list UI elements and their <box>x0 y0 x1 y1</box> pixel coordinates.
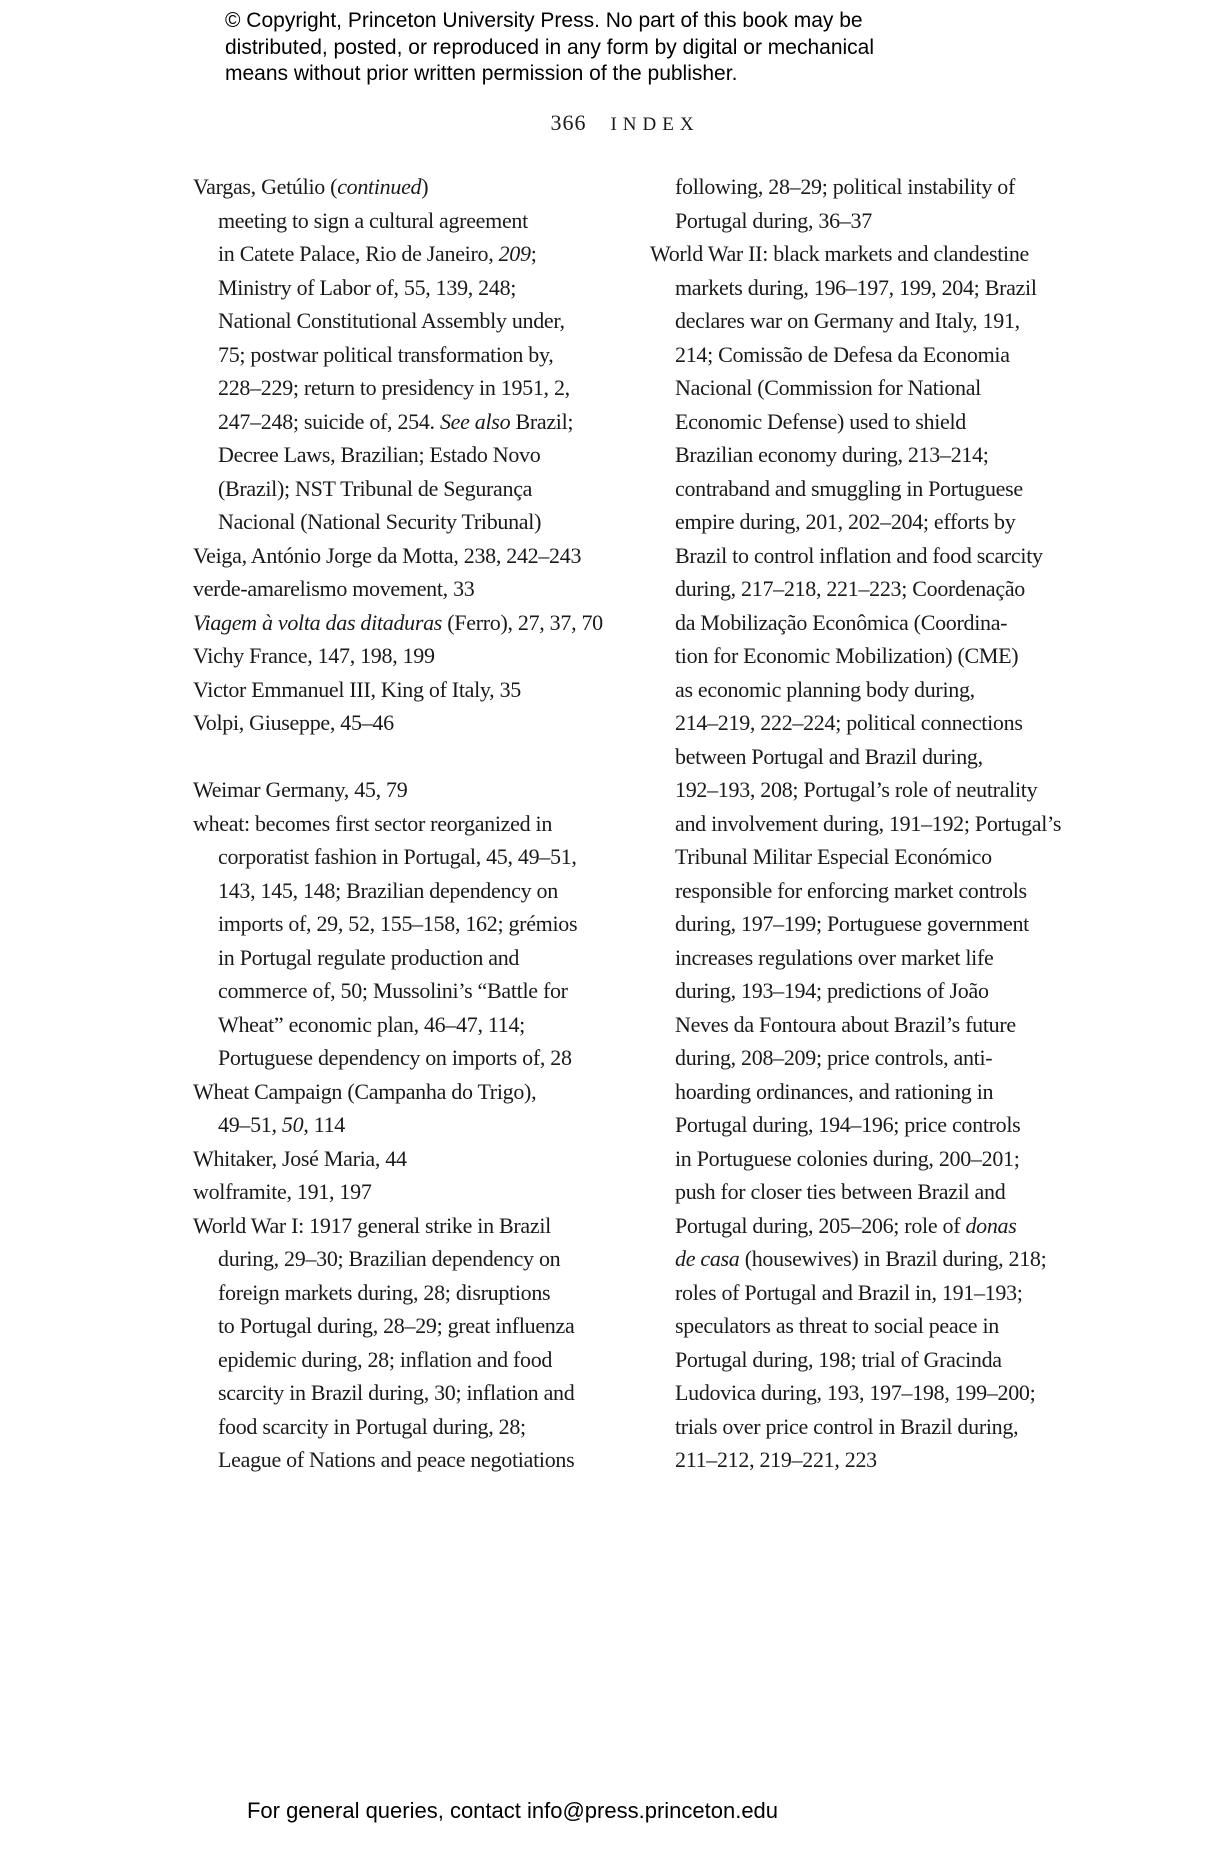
index-line <box>650 1075 1062 1109</box>
index-line <box>193 338 603 372</box>
index-line-segment: verde-amarelismo movement, 33 <box>193 576 475 601</box>
index-line-segment: hoarding ordinances, and rationing in <box>675 1078 994 1104</box>
index-line <box>650 1343 1062 1377</box>
index-line-segment: 192–193, 208; Portugal’s role of neutrality <box>675 777 1038 802</box>
index-line <box>193 1209 603 1243</box>
page-footer <box>0 1798 1025 1824</box>
index-line <box>193 773 603 807</box>
index-line-segment: in Catete Palace, Rio de Janeiro, <box>218 241 499 266</box>
index-line-segment: increases regulations over market life <box>675 944 994 970</box>
index-line-segment: to Portugal during, 28–29; great influenza <box>218 1313 575 1338</box>
index-line <box>650 974 1062 1008</box>
index-line-segment: Ludovica during, 193, 197–198, 199–200; <box>675 1380 1036 1405</box>
index-line-segment: scarcity in Brazil during, 30; inflation and <box>218 1380 575 1405</box>
index-line-segment: corporatist fashion in Portugal, 45, 49–51, <box>218 844 577 869</box>
index-line-segment: World War I: 1917 general strike in Brazil <box>193 1212 551 1238</box>
index-line-segment: imports of, 29, 52, 155–158, 162; grémios <box>218 911 578 936</box>
page-header <box>0 110 1225 136</box>
index-line-segment: Tribunal Militar Especial Económico <box>675 844 992 869</box>
index-line <box>650 773 1062 807</box>
index-line-segment: Nacional (Commission for National <box>675 375 981 400</box>
index-line <box>193 539 603 573</box>
index-line-italic-segment: Viagem à volta das ditaduras <box>193 609 443 635</box>
index-line <box>650 1175 1062 1209</box>
index-line <box>193 907 603 941</box>
index-line <box>193 271 603 305</box>
index-line-segment: as economic planning body during, <box>675 676 975 702</box>
index-line-segment: during, 29–30; Brazilian dependency on <box>218 1246 561 1271</box>
index-line <box>193 572 603 606</box>
index-line <box>650 1108 1062 1142</box>
copyright-notice <box>225 8 874 88</box>
index-line-segment: and involvement during, 191–192; Portugal’s <box>675 810 1062 836</box>
index-line <box>193 371 603 405</box>
index-line-segment: 211–212, 219–221, 223 <box>675 1447 877 1472</box>
index-line-segment: 49–51, <box>218 1112 282 1137</box>
index-line <box>650 907 1062 941</box>
index-line-segment: ) <box>421 174 429 199</box>
index-line <box>193 505 603 539</box>
index-line <box>650 706 1062 740</box>
index-line-segment: 75; postwar political transformation by, <box>218 341 554 367</box>
index-line <box>650 1142 1062 1176</box>
index-line-italic-segment: de casa <box>675 1246 740 1271</box>
index-line-segment: , 114 <box>303 1112 345 1137</box>
index-line <box>193 170 603 204</box>
index-left-column <box>193 170 603 1477</box>
index-line-segment: League of Nations and peace negotiations <box>218 1447 575 1472</box>
index-line <box>193 639 603 673</box>
index-line-segment: declares war on Germany and Italy, 191, <box>675 308 1020 333</box>
index-line-segment: in Portuguese colonies during, 200–201; <box>675 1145 1020 1171</box>
index-line <box>650 405 1062 439</box>
index-line <box>650 1041 1062 1075</box>
index-line-segment: Portuguese dependency on imports of, 28 <box>218 1045 572 1070</box>
index-line <box>650 1242 1062 1276</box>
index-line-segment: during, 208–209; price controls, anti- <box>675 1045 993 1070</box>
index-line <box>650 1276 1062 1310</box>
copyright-line-2: distributed, posted, or reproduced in any form by digital or mechanical <box>225 35 875 59</box>
index-line-segment: Weimar Germany, 45, 79 <box>193 777 408 802</box>
index-line-segment: empire during, 201, 202–204; efforts by <box>675 509 1016 534</box>
index-line-segment: 214–219, 222–224; political connections <box>675 710 1023 735</box>
index-line-segment: Brazil; <box>510 408 574 434</box>
index-line-segment: responsible for enforcing market controls <box>675 877 1027 903</box>
index-line <box>650 1309 1062 1343</box>
index-line <box>650 1209 1062 1243</box>
index-line <box>193 1276 603 1310</box>
footer-text: For general queries, contact info@press.princeton.edu <box>246 1798 779 1823</box>
index-line <box>193 304 603 338</box>
index-line <box>650 840 1062 874</box>
index-line <box>193 1108 603 1142</box>
index-line-segment: push for closer ties between Brazil and <box>675 1179 1006 1204</box>
index-line-segment: World War II: black markets and clandestine <box>650 241 1030 266</box>
index-line-italic-segment: 50 <box>281 1112 304 1137</box>
index-line <box>193 807 603 841</box>
index-line-segment: Economic Defense) used to shield <box>675 408 966 434</box>
index-line-segment: Volpi, Giuseppe, 45–46 <box>193 710 394 735</box>
index-line-segment: Portugal during, 205–206; role of <box>675 1212 966 1238</box>
index-line <box>650 170 1062 204</box>
index-line-segment: tion for Economic Mobilization) (CME) <box>675 643 1019 668</box>
index-line <box>193 1008 603 1042</box>
index-line-segment: National Constitutional Assembly under, <box>218 308 565 333</box>
index-line-segment: 247–248; suicide of, 254. <box>218 408 440 434</box>
index-line <box>193 1175 603 1209</box>
index-line <box>650 639 1062 673</box>
index-line <box>193 237 603 271</box>
index-line <box>650 237 1062 271</box>
index-line-segment: in Portugal regulate production and <box>218 944 520 970</box>
index-line-segment: Wheat” economic plan, 46–47, 114; <box>218 1011 525 1037</box>
index-line-segment: wheat: becomes first sector reorganized in <box>193 810 553 836</box>
index-line <box>193 204 603 238</box>
index-line <box>193 1242 603 1276</box>
index-line-segment: Brazilian economy during, 213–214; <box>675 442 989 467</box>
section-title: INDEX <box>610 114 700 135</box>
index-line <box>650 1376 1062 1410</box>
index-line <box>650 1410 1062 1444</box>
index-line <box>193 472 603 506</box>
index-line <box>650 941 1062 975</box>
index-line <box>193 941 603 975</box>
index-line <box>650 874 1062 908</box>
index-line <box>193 1443 603 1477</box>
index-line <box>650 338 1062 372</box>
index-line-segment: Portugal during, 36–37 <box>675 207 872 233</box>
index-line-segment: Brazil to control inflation and food scarcity <box>675 542 1043 568</box>
index-line-segment: markets during, 196–197, 199, 204; Brazil <box>675 274 1037 300</box>
index-line <box>193 438 603 472</box>
index-line <box>650 740 1062 774</box>
index-line <box>193 405 603 439</box>
index-line <box>193 673 603 707</box>
index-line-segment: Decree Laws, Brazilian; Estado Novo <box>218 442 541 467</box>
index-line-segment: Portugal during, 198; trial of Gracinda <box>675 1346 1002 1372</box>
index-line-segment: roles of Portugal and Brazil in, 191–193; <box>675 1279 1023 1305</box>
copyright-line-1: © Copyright, Princeton University Press. No part of this book may be <box>225 9 863 32</box>
index-line-segment: Ministry of Labor of, 55, 139, 248; <box>218 274 517 300</box>
index-line <box>650 807 1062 841</box>
index-line-italic-segment: See also <box>439 408 511 434</box>
index-line-segment: foreign markets during, 28; disruptions <box>218 1279 551 1305</box>
index-line <box>193 840 603 874</box>
index-line-segment: between Portugal and Brazil during, <box>675 743 983 769</box>
index-line <box>650 1008 1062 1042</box>
index-line-segment: (Ferro), 27, 37, 70 <box>442 609 603 635</box>
index-line <box>650 304 1062 338</box>
index-line-segment: 214; Comissão de Defesa da Economia <box>675 341 1010 367</box>
index-line-segment: Victor Emmanuel III, King of Italy, 35 <box>193 676 521 702</box>
index-line <box>193 1142 603 1176</box>
index-line <box>193 606 603 640</box>
index-line <box>650 1443 1062 1477</box>
index-line-segment: Neves da Fontoura about Brazil’s future <box>675 1011 1016 1037</box>
index-line-segment: (Brazil); NST Tribunal de Segurança <box>218 475 533 501</box>
index-line-segment: 143, 145, 148; Brazilian dependency on <box>218 877 558 903</box>
index-line-segment: trials over price control in Brazil during, <box>675 1413 1019 1439</box>
index-line <box>650 438 1062 472</box>
index-line-segment: Whitaker, José Maria, 44 <box>193 1145 407 1171</box>
index-line <box>650 572 1062 606</box>
index-line-segment: da Mobilização Econômica (Coordina- <box>675 609 1008 635</box>
index-line <box>193 706 603 740</box>
index-line <box>650 505 1062 539</box>
index-line-segment: Nacional (National Security Tribunal) <box>218 509 542 534</box>
index-line-segment: during, 217–218, 221–223; Coordenação <box>675 576 1026 601</box>
index-line <box>650 539 1062 573</box>
index-line-italic-segment: continued <box>337 174 422 199</box>
index-line-italic-segment: donas <box>965 1212 1017 1238</box>
index-line-segment: wolframite, 191, 197 <box>193 1179 372 1204</box>
index-line <box>193 1075 603 1109</box>
index-line-segment: Vichy France, 147, 198, 199 <box>193 643 435 668</box>
index-line <box>193 1041 603 1075</box>
index-line <box>650 606 1062 640</box>
index-line-spacer <box>193 740 603 774</box>
index-line <box>650 371 1062 405</box>
page-number: 366 <box>550 110 587 135</box>
index-line-segment: during, 197–199; Portuguese government <box>675 911 1029 936</box>
index-line <box>650 271 1062 305</box>
index-line-segment: during, 193–194; predictions of João <box>675 978 989 1003</box>
index-line <box>193 1309 603 1343</box>
index-line-segment: epidemic during, 28; inflation and food <box>218 1346 553 1372</box>
index-line <box>193 1376 603 1410</box>
index-line-italic-segment: 209 <box>498 241 531 266</box>
index-line <box>193 1343 603 1377</box>
index-right-column <box>650 170 1062 1477</box>
index-line <box>193 874 603 908</box>
index-line <box>193 1410 603 1444</box>
copyright-line-3: means without prior written permission of the publisher. <box>225 62 738 85</box>
index-line-segment: Wheat Campaign (Campanha do Trigo), <box>193 1078 537 1104</box>
index-line-segment: 228–229; return to presidency in 1951, 2, <box>218 375 570 400</box>
index-line-segment: food scarcity in Portugal during, 28; <box>218 1413 526 1439</box>
index-line-segment: speculators as threat to social peace in <box>675 1313 999 1338</box>
index-line-segment: contraband and smuggling in Portuguese <box>675 475 1023 501</box>
index-line <box>650 204 1062 238</box>
index-line <box>193 974 603 1008</box>
index-line-segment: ; <box>530 241 537 266</box>
index-line-segment: (housewives) in Brazil during, 218; <box>739 1246 1047 1271</box>
index-line-segment: Veiga, António Jorge da Motta, 238, 242–243 <box>193 542 582 568</box>
index-line <box>650 673 1062 707</box>
index-line-segment: Vargas, Getúlio ( <box>193 174 338 199</box>
index-line-segment: Portugal during, 194–196; price controls <box>675 1112 1021 1137</box>
index-line <box>650 472 1062 506</box>
index-line-segment: commerce of, 50; Mussolini’s “Battle for <box>218 978 568 1003</box>
index-line-segment: meeting to sign a cultural agreement <box>218 207 528 233</box>
index-line-segment: following, 28–29; political instability of <box>675 174 1015 199</box>
